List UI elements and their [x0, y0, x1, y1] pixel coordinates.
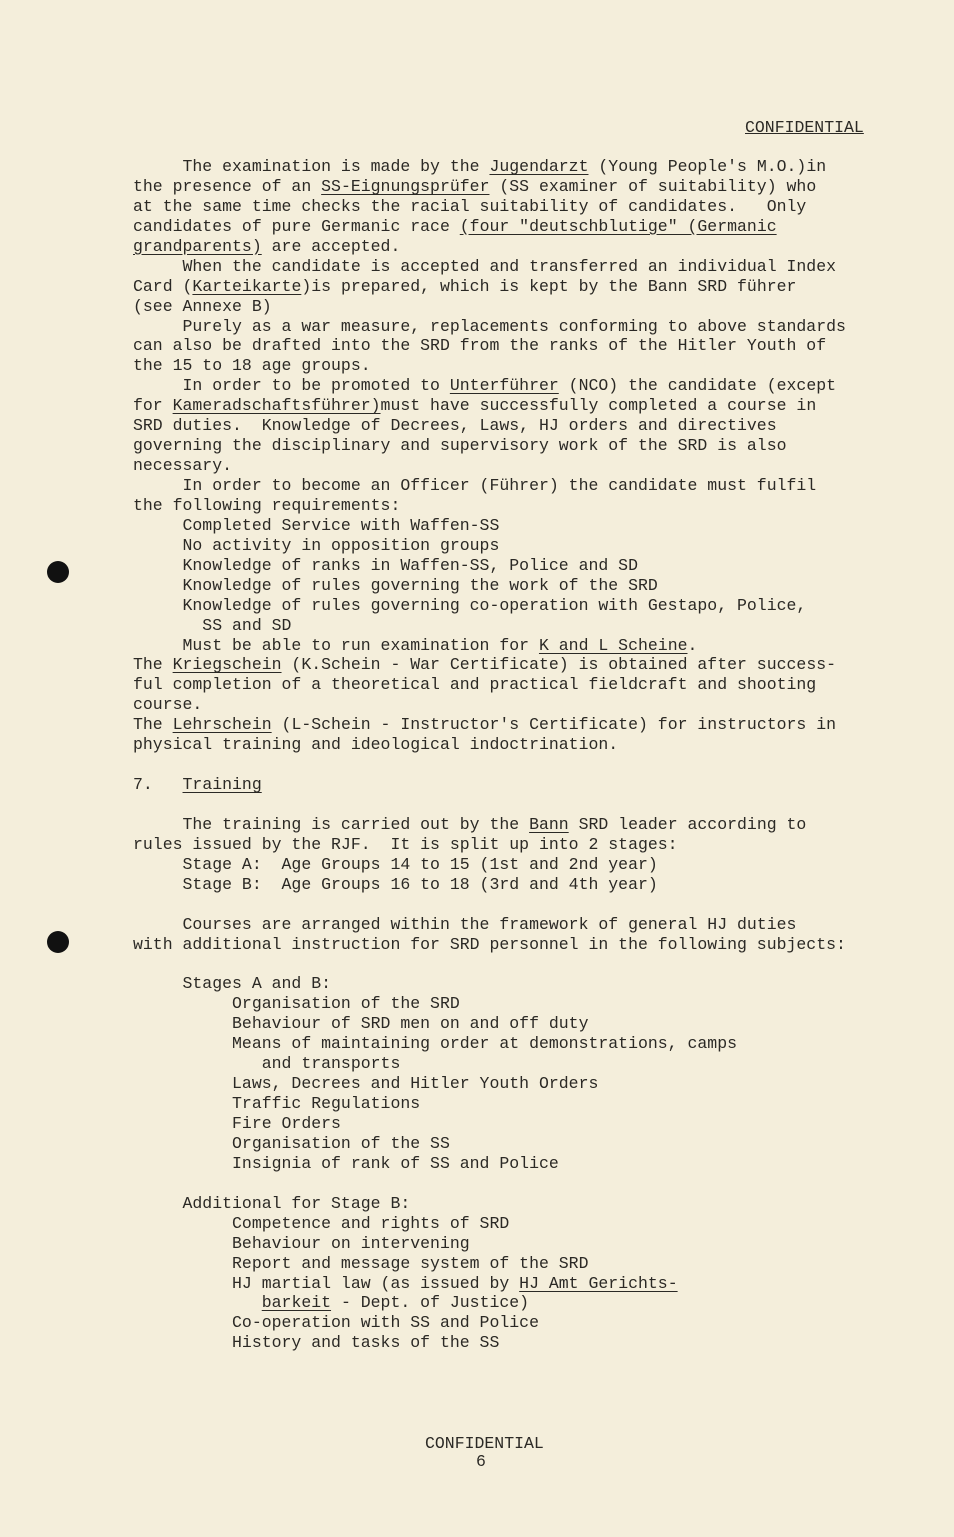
punch-hole-top — [47, 561, 69, 583]
text-line — [133, 1254, 846, 1274]
text-segment: Laws, Decrees and Hitler Youth Orders — [133, 1074, 599, 1094]
text-line — [133, 456, 846, 476]
text-line — [133, 855, 846, 875]
text-line — [133, 994, 846, 1014]
text-segment: course. — [133, 695, 203, 715]
text-segment: . — [687, 635, 698, 655]
text-segment: Report and message system of the SRD — [133, 1253, 589, 1273]
text-segment: (see Annexe B) — [133, 296, 272, 316]
text-segment: Card ( — [133, 276, 193, 296]
text-segment: Organisation of the SS — [133, 1133, 450, 1153]
text-segment: When the candidate is accepted and transferred an individual Index — [133, 256, 837, 276]
underlined-term: Karteikarte — [192, 276, 302, 296]
text-segment: The examination is made by the — [133, 157, 490, 176]
text-line — [133, 536, 846, 556]
text-segment: (L-Schein - Instructor's Certificate) for instructors in — [271, 715, 837, 735]
text-segment: Behaviour on intervening — [133, 1233, 470, 1253]
text-segment: Knowledge of ranks in Waffen-SS, Police and SD — [133, 555, 638, 575]
text-line — [133, 875, 846, 895]
underlined-term: barkeit — [261, 1293, 332, 1313]
text-line — [133, 576, 846, 596]
text-line — [133, 317, 846, 337]
text-segment: The — [133, 715, 173, 735]
blank-line — [133, 1174, 846, 1194]
text-segment: Must be able to run examination for — [133, 635, 539, 655]
text-segment: Knowledge of rules governing co-operation with Gestapo, Police, — [133, 595, 807, 615]
text-segment: In order to become an Officer (Führer) the candidate must fulfil — [133, 476, 817, 495]
text-segment: the presence of an — [133, 176, 322, 196]
underlined-term: grandparents) — [133, 236, 262, 256]
underlined-term: K and L Scheine — [538, 635, 688, 655]
text-segment: the following requirements: — [133, 495, 401, 515]
text-segment: Courses are arranged within the framework of general HJ duties — [133, 914, 797, 934]
text-line — [133, 416, 846, 436]
text-segment: Stage B: Age Groups 16 to 18 (3rd and 4th year) — [133, 874, 658, 894]
underlined-term: Bann — [529, 814, 569, 834]
text-segment: Competence and rights of SRD — [133, 1213, 510, 1233]
text-segment: must have successfully completed a course in — [380, 396, 817, 416]
text-line — [133, 1333, 846, 1353]
text-segment: Purely as a war measure, replacements conforming to above standards — [133, 316, 846, 336]
underlined-term: SS-Eignungsprüfer — [321, 176, 490, 196]
text-segment: candidates of pure Germanic race — [133, 216, 460, 236]
text-line — [133, 217, 846, 237]
text-line — [133, 596, 846, 616]
text-segment: ful completion of a theoretical and practical fieldcraft and shooting — [133, 675, 817, 695]
header-classification: CONFIDENTIAL — [745, 118, 864, 137]
underlined-term: Kameradschaftsführer) — [172, 396, 381, 416]
document-body — [133, 157, 846, 1353]
text-line — [133, 616, 846, 636]
text-line — [133, 1214, 846, 1234]
text-segment: at the same time checks the racial suitability of candidates. Only — [133, 196, 807, 216]
text-line — [133, 396, 846, 416]
underlined-term: Jugendarzt — [489, 157, 589, 176]
text-line — [133, 257, 846, 277]
blank-line — [133, 795, 846, 815]
text-line — [133, 636, 846, 656]
text-segment — [133, 1293, 262, 1312]
text-line — [133, 1074, 846, 1094]
text-segment: the 15 to 18 age groups. — [133, 356, 371, 376]
text-segment: physical training and ideological indoctrination. — [133, 735, 619, 755]
text-line — [133, 1234, 846, 1254]
blank-line — [133, 955, 846, 975]
text-line — [133, 715, 846, 735]
text-line — [133, 815, 846, 835]
text-line — [133, 915, 846, 935]
text-line — [133, 974, 846, 994]
text-line — [133, 356, 846, 376]
text-line — [133, 376, 846, 396]
text-line — [133, 1293, 846, 1313]
text-segment: )is prepared, which is kept by the Bann SRD führer — [301, 276, 797, 296]
text-line — [133, 1014, 846, 1034]
text-line — [133, 237, 846, 257]
text-segment: 7. — [133, 775, 183, 795]
text-line — [133, 735, 846, 755]
text-line — [133, 1094, 846, 1114]
underlined-term: HJ Amt Gerichts- — [519, 1273, 678, 1293]
text-segment: are accepted. — [261, 236, 401, 256]
text-segment: Additional for Stage B: — [133, 1193, 411, 1213]
text-segment: Co-operation with SS and Police — [133, 1313, 539, 1333]
text-line — [133, 935, 846, 955]
text-line — [133, 516, 846, 536]
underlined-term: Unterführer — [449, 376, 559, 396]
text-line — [133, 1134, 846, 1154]
text-segment: Knowledge of rules governing the work of the SRD — [133, 575, 658, 595]
text-line — [133, 476, 846, 496]
underlined-term: (four "deutschblutige" (Germanic — [459, 216, 777, 236]
text-line — [133, 157, 846, 177]
text-segment: can also be drafted into the SRD from the ranks of the Hitler Youth of — [133, 336, 827, 356]
text-line — [133, 197, 846, 217]
text-line — [133, 835, 846, 855]
text-segment: Stages A and B: — [133, 974, 332, 994]
page-number: 6 — [476, 1452, 486, 1471]
text-line — [133, 1154, 846, 1174]
text-segment: - Dept. of Justice) — [331, 1293, 530, 1313]
text-line — [133, 1194, 846, 1214]
text-line — [133, 556, 846, 576]
text-segment: (Young People's M.O.)in — [588, 157, 827, 176]
text-segment: In order to be promoted to — [133, 376, 450, 396]
text-segment: Completed Service with Waffen-SS — [133, 515, 500, 535]
text-segment: Behaviour of SRD men on and off duty — [133, 1014, 589, 1034]
footer-classification: CONFIDENTIAL — [425, 1434, 544, 1453]
punch-hole-bottom — [47, 931, 69, 953]
underlined-term: Kriegschein — [172, 655, 282, 675]
text-segment: The — [133, 655, 173, 675]
text-segment: HJ martial law (as issued by — [133, 1273, 520, 1293]
text-segment: No activity in opposition groups — [133, 535, 500, 555]
text-segment: (SS examiner of suitability) who — [489, 176, 817, 196]
text-line — [133, 675, 846, 695]
text-line — [133, 336, 846, 356]
text-line — [133, 297, 846, 317]
text-line — [133, 695, 846, 715]
text-segment: Traffic Regulations — [133, 1094, 421, 1114]
blank-line — [133, 895, 846, 915]
text-line — [133, 277, 846, 297]
text-line — [133, 1054, 846, 1074]
text-segment: Stage A: Age Groups 14 to 15 (1st and 2nd year) — [133, 854, 658, 874]
text-line — [133, 436, 846, 456]
text-line — [133, 177, 846, 197]
text-segment: SRD duties. Knowledge of Decrees, Laws, HJ orders and directives — [133, 416, 777, 436]
text-line — [133, 775, 846, 795]
text-line — [133, 1274, 846, 1294]
text-segment: and transports — [133, 1054, 401, 1074]
text-line — [133, 496, 846, 516]
text-segment: rules issued by the RJF. It is split up into 2 stages: — [133, 834, 678, 854]
text-segment: SRD leader according to — [568, 814, 807, 834]
text-segment: Means of maintaining order at demonstrations, camps — [133, 1034, 737, 1054]
text-segment: Insignia of rank of SS and Police — [133, 1153, 559, 1173]
text-line — [133, 1034, 846, 1054]
text-line — [133, 1313, 846, 1333]
text-segment: History and tasks of the SS — [133, 1333, 500, 1353]
text-segment: Fire Orders — [133, 1114, 341, 1133]
text-segment: The training is carried out by the — [133, 814, 530, 834]
text-line — [133, 655, 846, 675]
underlined-term: Training — [182, 775, 262, 795]
text-segment: SS and SD — [133, 615, 292, 635]
text-segment: (K.Schein - War Certificate) is obtained after success- — [281, 655, 837, 675]
text-segment: Organisation of the SRD — [133, 994, 460, 1014]
underlined-term: Lehrschein — [172, 715, 272, 735]
text-segment: necessary. — [133, 456, 233, 476]
text-segment: governing the disciplinary and supervisory work of the SRD is also — [133, 436, 787, 456]
text-segment: with additional instruction for SRD personnel in the following subjects: — [133, 934, 846, 954]
text-segment: for — [133, 396, 173, 416]
text-line — [133, 1114, 846, 1134]
text-segment: (NCO) the candidate (except — [558, 376, 837, 396]
blank-line — [133, 755, 846, 775]
